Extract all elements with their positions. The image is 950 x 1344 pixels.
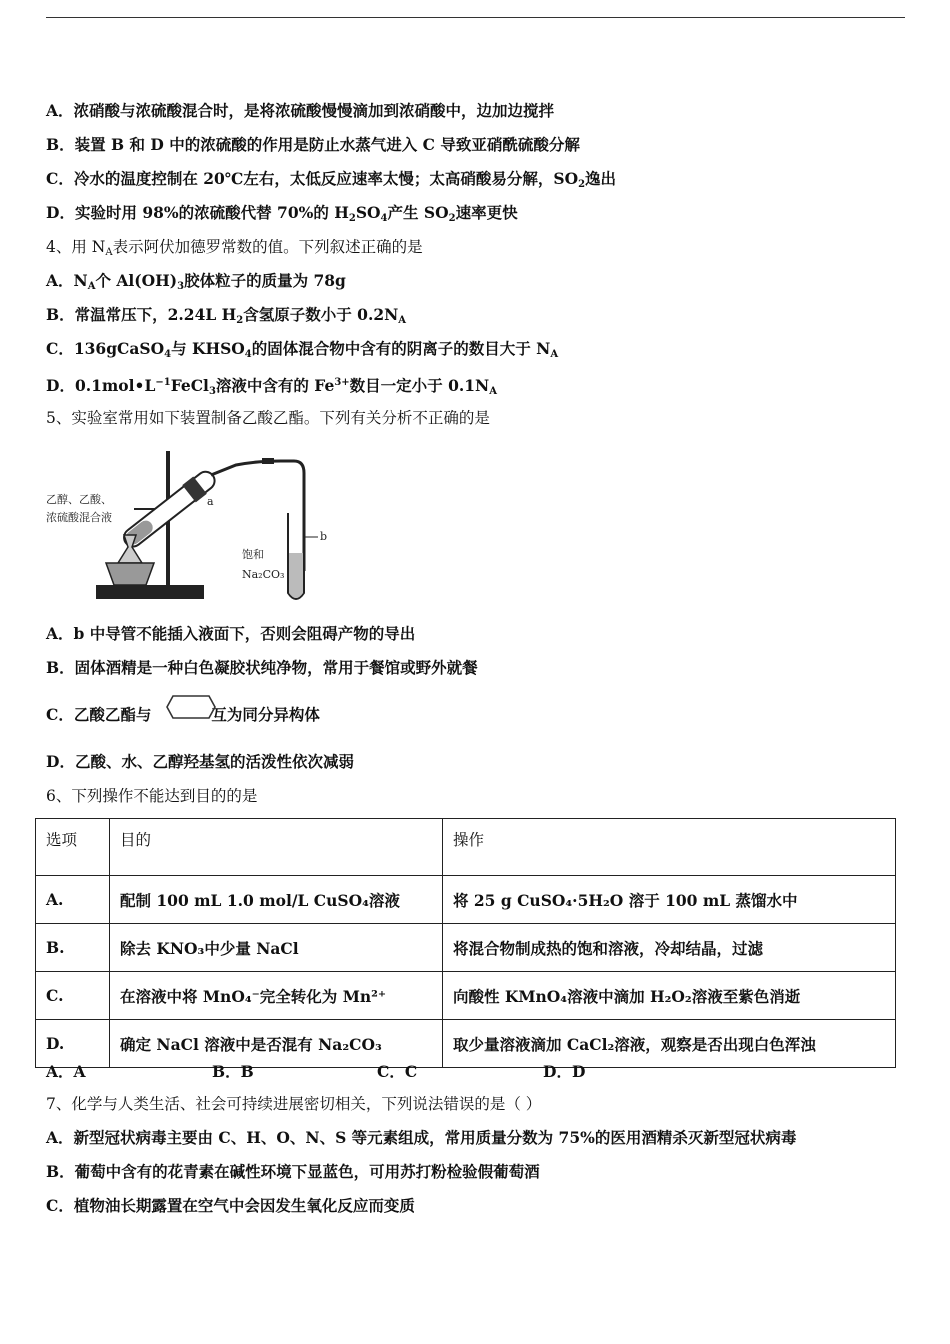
q7-option-b: B．葡萄中含有的花青素在碱性环境下显蓝色，可用苏打粉检验假葡萄酒 [46, 1162, 540, 1181]
row-option: C. [36, 972, 110, 1020]
q3-option-a: A．浓硝酸与浓硫酸混合时，是将浓硫酸慢慢滴加到浓硝酸中，边加边搅拌 [46, 101, 555, 120]
stand-base [96, 585, 204, 599]
q6-choice-a: A．A [46, 1062, 86, 1081]
q3-option-b: B．装置 B 和 D 中的浓硫酸的作用是防止水蒸气进入 C 导致亚硝酰硫酸分解 [46, 135, 580, 154]
row-goal: 确定 NaCl 溶液中是否混有 Na₂CO₃ [110, 1020, 443, 1068]
row-operation: 将 25 g CuSO₄·5H₂O 溶于 100 mL 蒸馏水中 [443, 876, 896, 924]
q5-stem: 5、实验室常用如下装置制备乙酸乙酯。下列有关分析不正确的是 [46, 409, 490, 427]
q6-choice-c: C．C [377, 1062, 418, 1081]
q5-option-a: A．b 中导管不能插入液面下，否则会阻碍产物的导出 [46, 624, 416, 643]
q6-stem: 6、下列操作不能达到目的的是 [46, 787, 258, 805]
q5-option-d: D．乙酸、水、乙醇羟基氢的活泼性依次减弱 [46, 752, 354, 771]
row-option: A. [36, 876, 110, 924]
cyclic-structure-icon [165, 692, 217, 722]
fig-label-saturated: 饱和 [242, 548, 264, 561]
q3-option-c: C．冷水的温度控制在 20℃左右，太低反应速率太慢；太高硝酸易分解，$SO_2$逸出 [46, 169, 617, 190]
q4-option-a: A．$N_A$个 $Al(OH)_3$胶体粒子的质量为 78g [46, 271, 346, 292]
q6-table [35, 818, 896, 1068]
fig-label-na2co3: Na₂CO₃ [242, 568, 285, 581]
row-option: B. [36, 924, 110, 972]
q5-option-c: C．乙酸乙酯与 互为同分异构体 [46, 705, 320, 724]
q7-option-c: C．植物油长期露置在空气中会因发生氧化反应而变质 [46, 1196, 415, 1215]
q4-option-d: D．$0.1mol•L^{-1}FeCl_3$溶液中含有的 $Fe^{3+}$数目一定小于 $0.1N_A$ [46, 376, 497, 397]
row-goal: 除去 KNO₃中少量 NaCl [110, 924, 443, 972]
header-rule [46, 17, 905, 18]
fig-label-mixture-2: 浓硫酸混合液 [46, 511, 112, 524]
fig-label-mixture-1: 乙醇、乙酸、 [46, 493, 112, 506]
table-row [36, 1020, 896, 1068]
row-goal: 在溶液中将 MnO₄⁻完全转化为 Mn²⁺ [110, 972, 443, 1020]
header-operation: 操作 [443, 819, 896, 876]
table-header-row [36, 819, 896, 876]
header-option: 选项 [36, 819, 110, 876]
q4-option-b: B．常温常压下，2.24L $H_2$含氢原子数小于 $0.2N_A$ [46, 305, 407, 326]
table-row [36, 972, 896, 1020]
row-operation: 取少量溶液滴加 CaCl₂溶液，观察是否出现白色浑浊 [443, 1020, 896, 1068]
esterification-apparatus-figure [46, 443, 346, 608]
q7-stem: 7、化学与人类生活、社会可持续进展密切相关，下列说法错误的是（ ） [46, 1095, 542, 1113]
table-row [36, 876, 896, 924]
row-option: D. [36, 1020, 110, 1068]
header-goal: 目的 [110, 819, 443, 876]
fig-label-b: b [320, 530, 328, 543]
table-row [36, 924, 896, 972]
q3-option-d: D．实验时用 98%的浓硫酸代替 70%的 $H_2SO_4$产生 $SO_2$速率更快 [46, 203, 518, 224]
fig-label-a: a [207, 495, 214, 508]
row-operation: 向酸性 KMnO₄溶液中滴加 H₂O₂溶液至紫色消逝 [443, 972, 896, 1020]
row-goal: 配制 100 mL 1.0 mol/L CuSO₄溶液 [110, 876, 443, 924]
q6-choice-b: B．B [212, 1062, 254, 1081]
row-operation: 将混合物制成热的饱和溶液，冷却结晶，过滤 [443, 924, 896, 972]
q7-option-a: A．新型冠状病毒主要由 C、H、O、N、S 等元素组成，常用质量分数为 75%的医用酒精杀灭新型冠状病毒 [46, 1128, 797, 1147]
q4-stem: 4、用 $N_A$表示阿伏加德罗常数的值。下列叙述正确的是 [46, 238, 423, 258]
q6-choice-d: D．D [543, 1062, 586, 1081]
q4-option-c: C．136gCaSO$_4$与 $KHSO_4$的固体混合物中含有的阴离子的数目大于 $N_A$ [46, 339, 559, 360]
q5-option-b: B．固体酒精是一种白色凝胶状纯净物，常用于餐馆或野外就餐 [46, 658, 478, 677]
